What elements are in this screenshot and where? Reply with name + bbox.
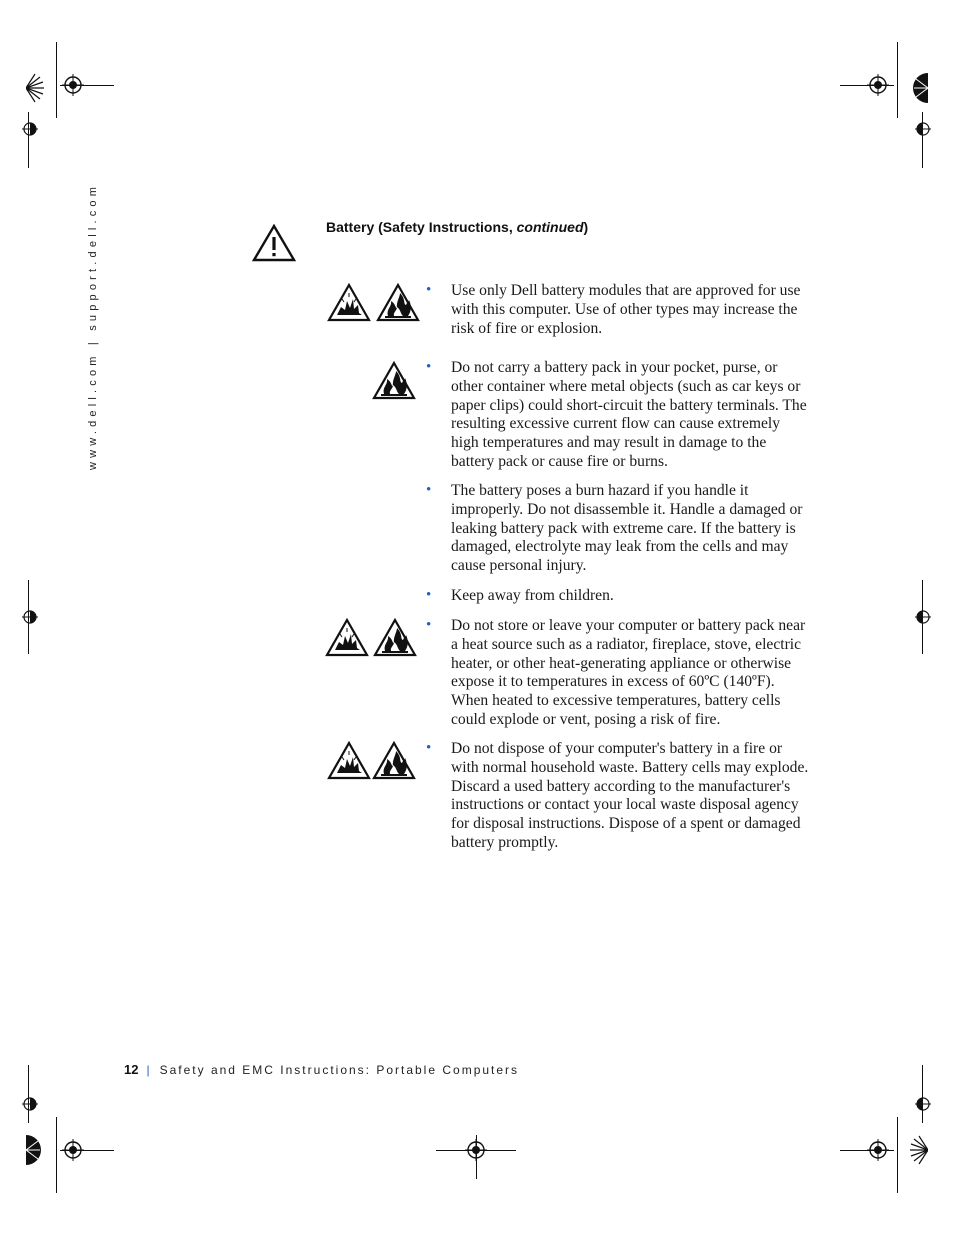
explosion-hazard-icon: [325, 618, 369, 657]
footer-separator: |: [146, 1063, 150, 1077]
side-registration-mark-icon: [915, 606, 931, 628]
bullet-dot: •: [426, 587, 432, 603]
list-item-text: Do not carry a battery pack in your pocket, purse, or other container where metal objects (such as car keys or paper clips) could short-circuit the battery terminals. The resulting excessive current flow can cause extremely high temperatures and may result in damage to the battery pack or cause fire or burns.: [451, 359, 807, 470]
side-registration-mark-icon: [915, 118, 931, 140]
caution-icon: [252, 224, 296, 262]
list-item-text: Use only Dell battery modules that are approved for use with this computer. Use of other types may increase the risk of fire or explosion.: [451, 282, 801, 337]
side-registration-mark-icon: [22, 118, 38, 140]
side-registration-mark-icon: [22, 1093, 38, 1115]
list-item-text: Do not store or leave your computer or battery pack near a heat source such as a radiator, fireplace, stove, electric heater, or other heat-generating appliance or otherwise expose it to temperatures in excess of 60ºC (140ºF). When heated to excessive temperatures, battery cells could explode or vent, posing a risk of fire.: [451, 617, 806, 728]
registration-mark-icon: [62, 74, 84, 96]
registration-mark-icon: [867, 1139, 889, 1161]
bullet-dot: •: [426, 617, 432, 633]
registration-mark-icon: [465, 1139, 487, 1161]
registration-mark-icon: [867, 74, 889, 96]
fire-hazard-icon: [372, 741, 416, 780]
star-target-icon: [908, 73, 928, 103]
explosion-hazard-icon: [327, 283, 371, 322]
star-target-icon: [26, 1135, 46, 1165]
bullet-dot: •: [426, 282, 432, 298]
bullet-dot: •: [426, 359, 432, 375]
fire-hazard-icon: [373, 618, 417, 657]
list-item-text: The battery poses a burn hazard if you handle it improperly. Do not disassemble it. Handle a damaged or leaking battery pack with extreme care. If the battery is damaged, electrolyte may leak from the cells and may cause personal injury.: [451, 482, 803, 575]
bullet-dot: •: [426, 740, 432, 756]
side-registration-mark-icon: [915, 1093, 931, 1115]
bullet-dot: •: [426, 482, 432, 498]
page-number: 12: [124, 1062, 139, 1077]
explosion-hazard-icon: [327, 741, 371, 780]
star-target-icon: [908, 1135, 928, 1165]
star-target-icon: [26, 73, 46, 103]
margin-url: www.dell.com | support.dell.com: [87, 182, 99, 470]
fire-hazard-icon: [372, 361, 416, 400]
list-item-text: Do not dispose of your computer's battery in a fire or with normal household waste. Battery cells may explode. Discard a used battery according to the manufacturer's instructions or contact your local waste disposal agency for disposal instructions. Dispose of a spent or damaged battery promptly.: [451, 740, 809, 851]
fire-hazard-icon: [376, 283, 420, 322]
heading-close: ): [583, 219, 589, 235]
heading-continued: continued: [516, 219, 584, 235]
list-item-text: Keep away from children.: [451, 587, 614, 604]
footer-title: Safety and EMC Instructions: Portable Computers: [159, 1063, 520, 1077]
heading-title: Battery (Safety Instructions,: [326, 219, 517, 235]
section-heading: [326, 219, 588, 235]
registration-mark-icon: [62, 1139, 84, 1161]
side-registration-mark-icon: [22, 606, 38, 628]
page-footer: [124, 1062, 519, 1077]
